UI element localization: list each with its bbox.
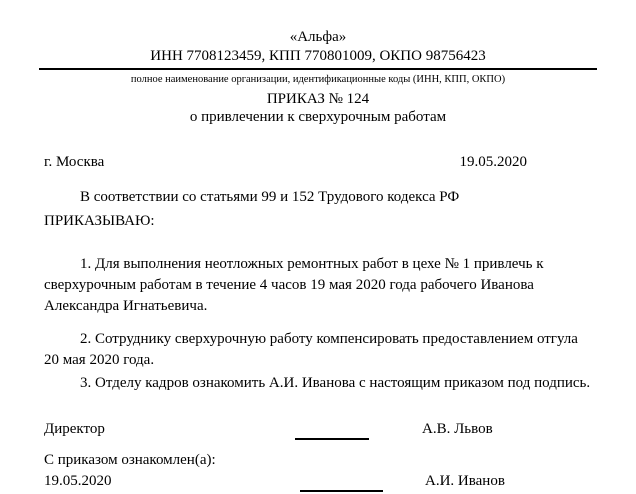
order-word: ПРИКАЗЫВАЮ: xyxy=(44,213,155,229)
doc-subtitle: о привлечении к сверхурочным работам xyxy=(189,109,447,125)
order-item-1: 1. Для выполнения неотложных ремонтных работ в цехе № 1 привлечь к сверхурочным работам в течение 4 часов 19 мая 2020 года рабочего Иванова Александра Игнатьевича. xyxy=(44,256,544,314)
header-divider xyxy=(39,68,597,70)
director-signature-line xyxy=(295,420,369,440)
city-date-row xyxy=(44,151,592,173)
org-codes: ИНН 7708123459, КПП 770801009, ОКПО 98756423 xyxy=(150,48,486,64)
director-label: Директор xyxy=(44,421,105,437)
acknowledgement-signature-line xyxy=(300,472,383,492)
acknowledgement-label: С приказом ознакомлен(а): xyxy=(44,452,216,468)
doc-date: 19.05.2020 xyxy=(459,154,527,170)
order-item-3: 3. Отделу кадров ознакомить А.И. Иванова с настоящим приказом под подпись. xyxy=(80,375,591,391)
org-name: «Альфа» xyxy=(289,29,347,45)
doc-title: ПРИКАЗ № 124 xyxy=(266,91,370,107)
director-signature-row xyxy=(44,419,592,440)
acknowledgement-date: 19.05.2020 xyxy=(44,473,112,489)
city-label: г. Москва xyxy=(44,154,105,170)
acknowledgement-signature-row xyxy=(44,471,592,492)
order-item-2: 2. Сотруднику сверхурочную работу компенсировать предоставлением отгула 20 мая 2020 года. xyxy=(44,331,578,368)
director-name: А.В. Львов xyxy=(422,421,493,437)
legal-basis-text: В соответствии со статьями 99 и 152 Трудового кодекса РФ xyxy=(80,189,460,205)
acknowledgement-name: А.И. Иванов xyxy=(425,473,505,489)
org-caption: полное наименование организации, идентификационные коды (ИНН, КПП, ОКПО) xyxy=(130,74,506,85)
